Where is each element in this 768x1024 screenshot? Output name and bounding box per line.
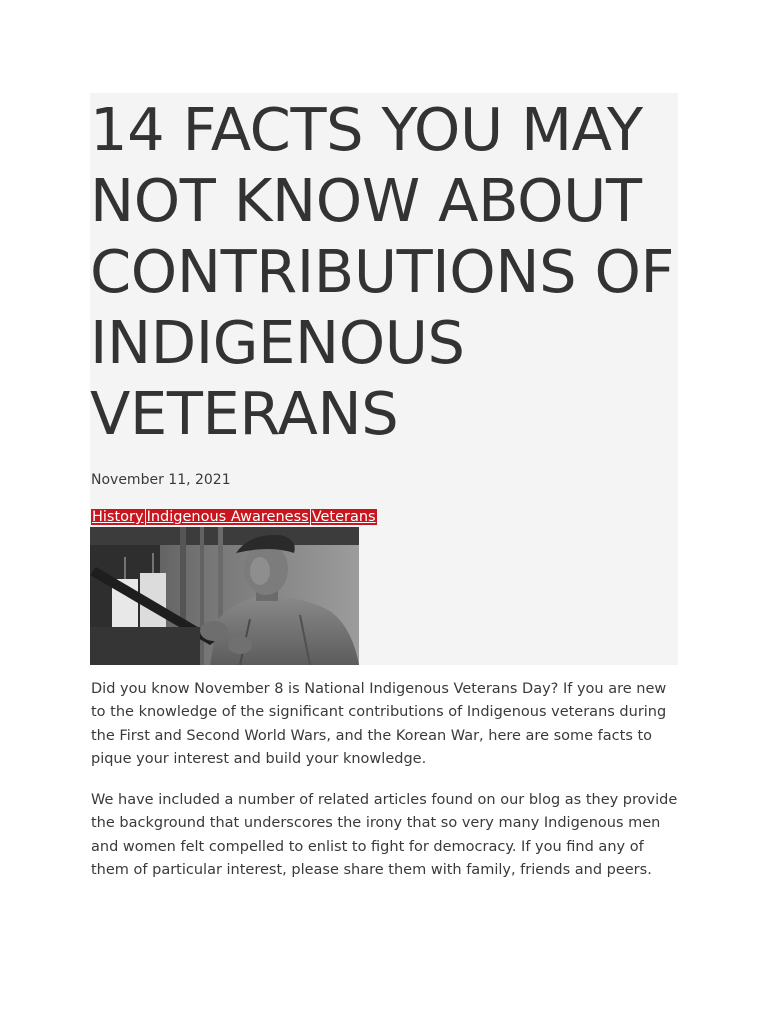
tag-history[interactable]: History <box>92 509 144 525</box>
tag-indigenous-awareness[interactable]: Indigenous Awareness <box>146 509 309 525</box>
related-articles-paragraph: We have included a number of related articles found on our blog as they provide the background that underscores the irony that so very many Indigenous men and women felt compelled to enlist to fight for democracy. If you find any of them of particular interest, please share them with family, friends and peers. <box>91 792 678 878</box>
article-date: November 11, 2021 <box>91 472 231 488</box>
veteran-photo <box>90 527 359 665</box>
article-title: 14 FACTS YOU MAY NOT KNOW ABOUT CONTRIBUTIONS OF INDIGENOUS VETERANS <box>90 95 675 448</box>
tag-veterans[interactable]: Veterans <box>311 509 376 525</box>
featured-image <box>90 527 359 665</box>
intro-paragraph: Did you know November 8 is National Indigenous Veterans Day? If you are new to the knowledge of the significant contributions of Indigenous veterans during the First and Second World Wars, and the Korean War, here are some facts to pique your interest and build your knowledge. <box>91 681 667 767</box>
tag-list <box>91 508 378 526</box>
